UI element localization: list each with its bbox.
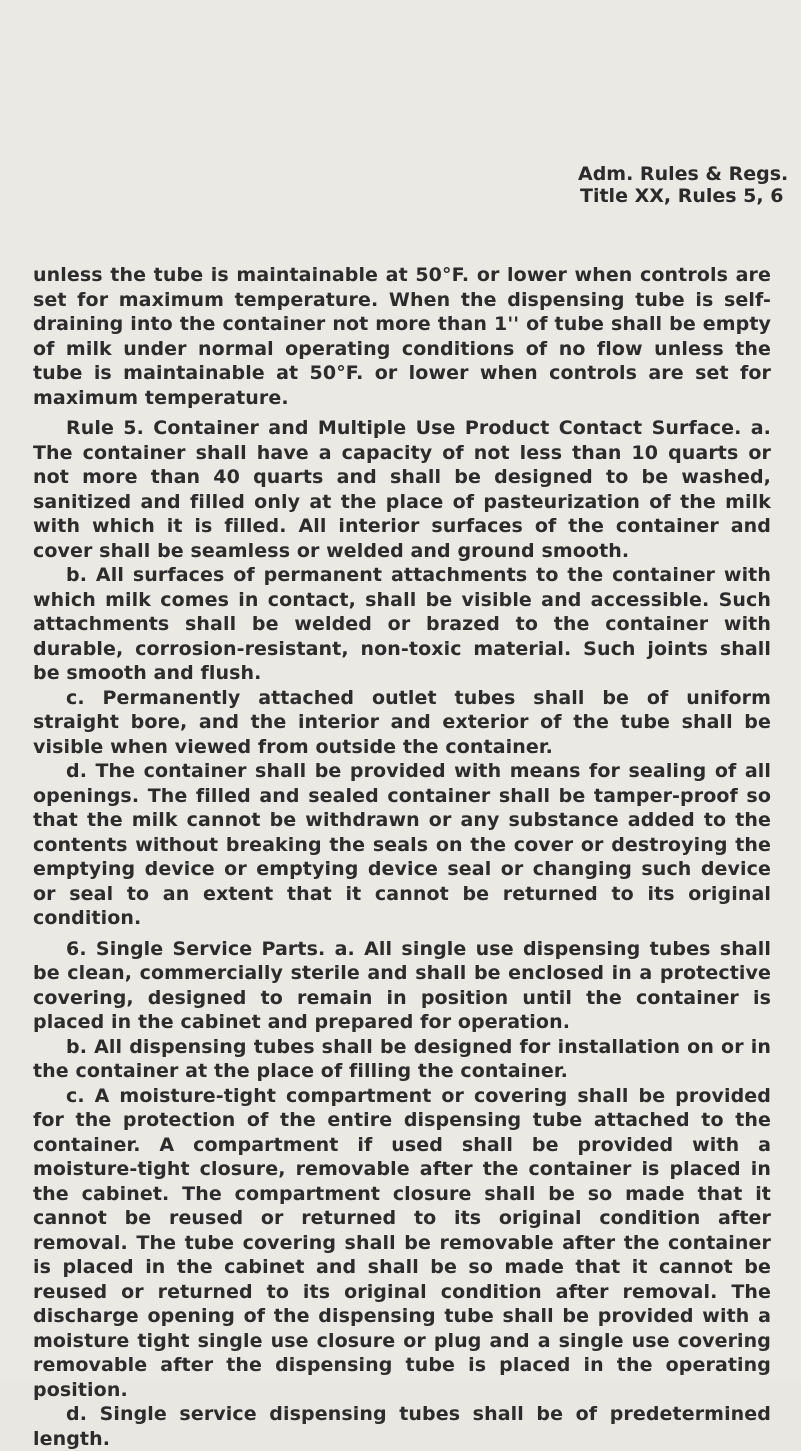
paragraph-rule-5a: Rule 5. Container and Multiple Use Product Contact Surface. a. The container shall have a capacity of not less than 10 quarts or not more than 40 quarts and shall be designed to be washed, sanitized and filled only at the place of pasteurization of the milk with which it is filled. All interior surfaces of the container and cover shall be seamless or welded and ground smooth.: [33, 417, 771, 562]
header-line-2: Title XX, Rules 5, 6: [580, 185, 784, 207]
paragraph-rule-6d: d. Single service dispensing tubes shall be of predetermined length.: [33, 1403, 771, 1450]
paragraph-rule-5c: c. Permanently attached outlet tubes shall be of uniform straight bore, and the interior and exterior of the tube shall be visible when viewed from outside the container.: [33, 686, 771, 758]
paragraph-rule-5d: d. The container shall be provided with means for sealing of all openings. The filled and sealed container shall be tamper-proof so that the milk cannot be withdrawn or any substance added to the contents without breaking the seals on the cover or destroying the emptying device or emptying device seal or changing such device or seal to an extent that it cannot be returned to its original condition.: [33, 760, 771, 929]
paragraph-rule-6c: c. A moisture-tight compartment or covering shall be provided for the protection of the entire dispensing tube attached to the container. A compartment if used shall be provided with a moisture-tight closure, removable after the container is placed in the cabinet. The compartment closure shall be so made that it cannot be reused or returned to its original condition after removal. The tube covering shall be removable after the container is placed in the cabinet and shall be so made that it cannot be reused or returned to its original condition after removal. The discharge opening of the dispensing tube shall be provided with a moisture tight single use closure or plug and a single use covering removable after the dispensing tube is placed in the operating position.: [33, 1084, 771, 1401]
paragraph-rule-6a: 6. Single Service Parts. a. All single use dispensing tubes shall be clean, commercially sterile and shall be enclosed in a protective covering, designed to remain in position until the container is placed in the cabinet and prepared for operation.: [33, 937, 771, 1033]
paragraph-rule-6b: b. All dispensing tubes shall be designed for installation on or in the container at the place of filling the container.: [33, 1035, 771, 1082]
paragraph-continuation: unless the tube is maintainable at 50°F. or lower when controls are set for maximum temperature. When the dispensing tube is self-draining into the container not more than 1'' of tube shall be empty of milk under normal operating conditions of no flow unless the tube is maintainable at 50°F. or lower when controls are set for maximum temperature.: [33, 264, 771, 409]
header-line-1: Adm. Rules & Regs.: [578, 163, 789, 185]
body-text: [33, 263, 771, 1451]
paragraph-rule-5b: b. All surfaces of permanent attachments to the container with which milk comes in contact, shall be visible and accessible. Such attachments shall be welded or brazed to the container with durable, corrosion-resistant, non-toxic material. Such joints shall be smooth and flush.: [33, 564, 771, 684]
page-header: [578, 163, 789, 207]
